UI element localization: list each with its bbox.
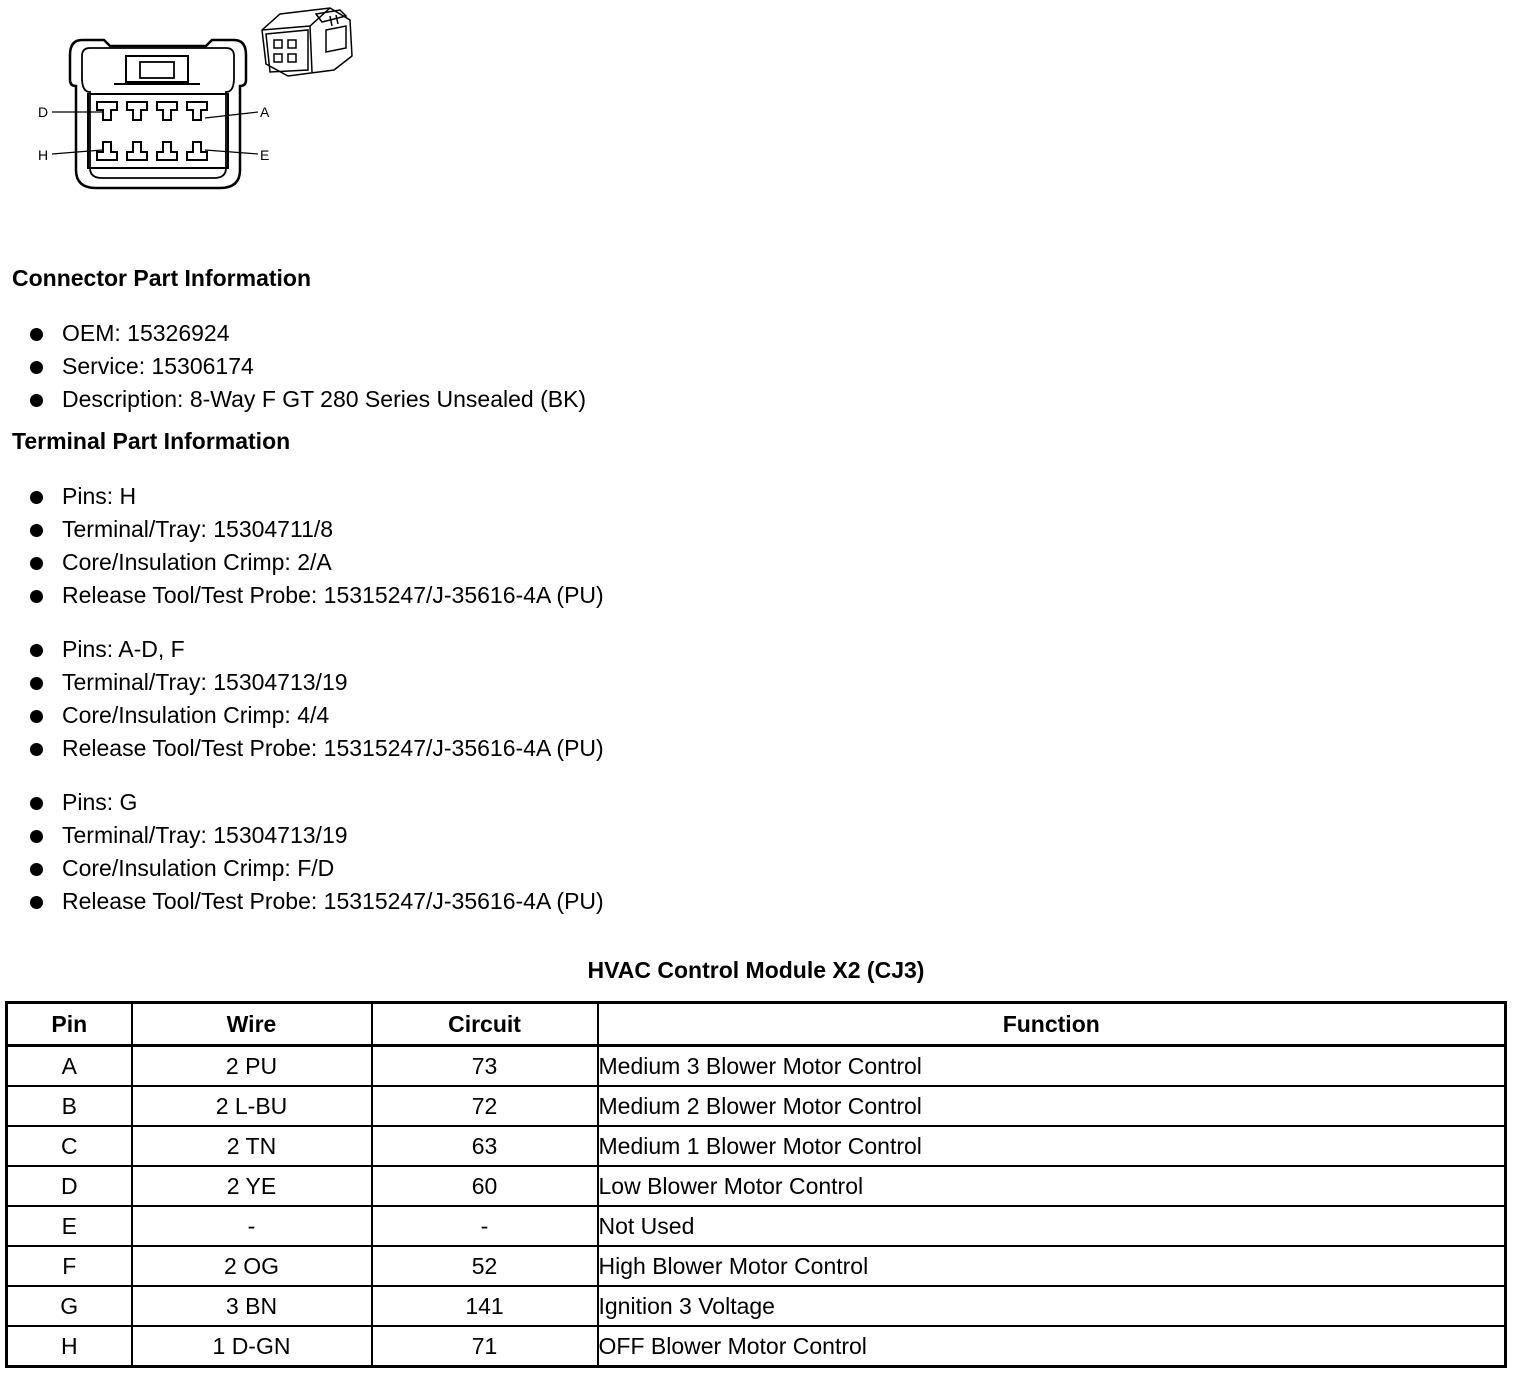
release-tool-item: Release Tool/Test Probe: 15315247/J-35616-4A (PU) bbox=[28, 885, 604, 918]
terminal-row-top bbox=[97, 102, 207, 120]
service-item: Service: 15306174 bbox=[28, 350, 586, 383]
terminal-group-2 bbox=[28, 633, 604, 765]
connector-part-info-heading: Connector Part Information bbox=[12, 265, 312, 291]
cell-pin: C bbox=[7, 1126, 132, 1166]
connector-face bbox=[70, 40, 246, 188]
pin-label-h: H bbox=[38, 147, 49, 163]
connector-diagram bbox=[30, 0, 370, 200]
cell-function: OFF Blower Motor Control bbox=[598, 1326, 1506, 1367]
cell-circuit: 63 bbox=[372, 1126, 598, 1166]
cell-circuit: 73 bbox=[372, 1046, 598, 1087]
cell-wire: 3 BN bbox=[132, 1286, 372, 1326]
terminal-tray-item: Terminal/Tray: 15304713/19 bbox=[28, 819, 604, 852]
table-title: HVAC Control Module X2 (CJ3) bbox=[587, 957, 925, 983]
header-wire: Wire bbox=[132, 1003, 372, 1046]
table-row bbox=[7, 1046, 1506, 1087]
table-row bbox=[7, 1246, 1506, 1286]
cell-pin: A bbox=[7, 1046, 132, 1087]
cell-function: High Blower Motor Control bbox=[598, 1246, 1506, 1286]
connector-part-info-list bbox=[28, 317, 586, 416]
table-header-row bbox=[7, 1003, 1506, 1046]
cell-wire: 2 TN bbox=[132, 1126, 372, 1166]
pin-label-e: E bbox=[260, 147, 270, 163]
terminal-group-3 bbox=[28, 786, 604, 918]
pins-item: Pins: H bbox=[28, 480, 604, 513]
header-pin: Pin bbox=[7, 1003, 132, 1046]
cell-pin: E bbox=[7, 1206, 132, 1246]
table-row bbox=[7, 1286, 1506, 1326]
pinout-table bbox=[5, 1001, 1507, 1368]
connector-iso-view bbox=[262, 8, 352, 76]
description-item: Description: 8-Way F GT 280 Series Unsealed (BK) bbox=[28, 383, 586, 416]
terminal-row-bottom bbox=[97, 142, 207, 160]
cell-pin: B bbox=[7, 1086, 132, 1126]
cell-wire: 2 L-BU bbox=[132, 1086, 372, 1126]
crimp-item: Core/Insulation Crimp: F/D bbox=[28, 852, 604, 885]
cell-circuit: 60 bbox=[372, 1166, 598, 1206]
cell-circuit: 72 bbox=[372, 1086, 598, 1126]
cell-pin: H bbox=[7, 1326, 132, 1367]
cell-pin: F bbox=[7, 1246, 132, 1286]
cell-wire: 2 YE bbox=[132, 1166, 372, 1206]
cell-wire: - bbox=[132, 1206, 372, 1246]
table-row bbox=[7, 1166, 1506, 1206]
terminal-tray-item: Terminal/Tray: 15304711/8 bbox=[28, 513, 604, 546]
cell-circuit: 52 bbox=[372, 1246, 598, 1286]
terminal-tray-item: Terminal/Tray: 15304713/19 bbox=[28, 666, 604, 699]
cell-wire: 1 D-GN bbox=[132, 1326, 372, 1367]
cell-function: Medium 1 Blower Motor Control bbox=[598, 1126, 1506, 1166]
cell-wire: 2 PU bbox=[132, 1046, 372, 1087]
table-row bbox=[7, 1206, 1506, 1246]
table-row bbox=[7, 1126, 1506, 1166]
cell-function: Not Used bbox=[598, 1206, 1506, 1246]
oem-item: OEM: 15326924 bbox=[28, 317, 586, 350]
pins-item: Pins: A-D, F bbox=[28, 633, 604, 666]
terminal-part-info-heading: Terminal Part Information bbox=[12, 428, 291, 454]
terminal-group-1 bbox=[28, 480, 604, 612]
cell-function: Low Blower Motor Control bbox=[598, 1166, 1506, 1206]
cell-circuit: - bbox=[372, 1206, 598, 1246]
pin-label-d: D bbox=[38, 104, 49, 120]
table-row bbox=[7, 1086, 1506, 1126]
header-circuit: Circuit bbox=[372, 1003, 598, 1046]
table-row bbox=[7, 1326, 1506, 1367]
cell-pin: G bbox=[7, 1286, 132, 1326]
cell-function: Medium 2 Blower Motor Control bbox=[598, 1086, 1506, 1126]
crimp-item: Core/Insulation Crimp: 4/4 bbox=[28, 699, 604, 732]
cell-circuit: 71 bbox=[372, 1326, 598, 1367]
pins-item: Pins: G bbox=[28, 786, 604, 819]
header-function: Function bbox=[598, 1003, 1506, 1046]
cell-function: Ignition 3 Voltage bbox=[598, 1286, 1506, 1326]
release-tool-item: Release Tool/Test Probe: 15315247/J-35616-4A (PU) bbox=[28, 732, 604, 765]
pin-label-a: A bbox=[260, 104, 270, 120]
cell-circuit: 141 bbox=[372, 1286, 598, 1326]
cell-pin: D bbox=[7, 1166, 132, 1206]
cell-wire: 2 OG bbox=[132, 1246, 372, 1286]
release-tool-item: Release Tool/Test Probe: 15315247/J-35616-4A (PU) bbox=[28, 579, 604, 612]
cell-function: Medium 3 Blower Motor Control bbox=[598, 1046, 1506, 1087]
crimp-item: Core/Insulation Crimp: 2/A bbox=[28, 546, 604, 579]
